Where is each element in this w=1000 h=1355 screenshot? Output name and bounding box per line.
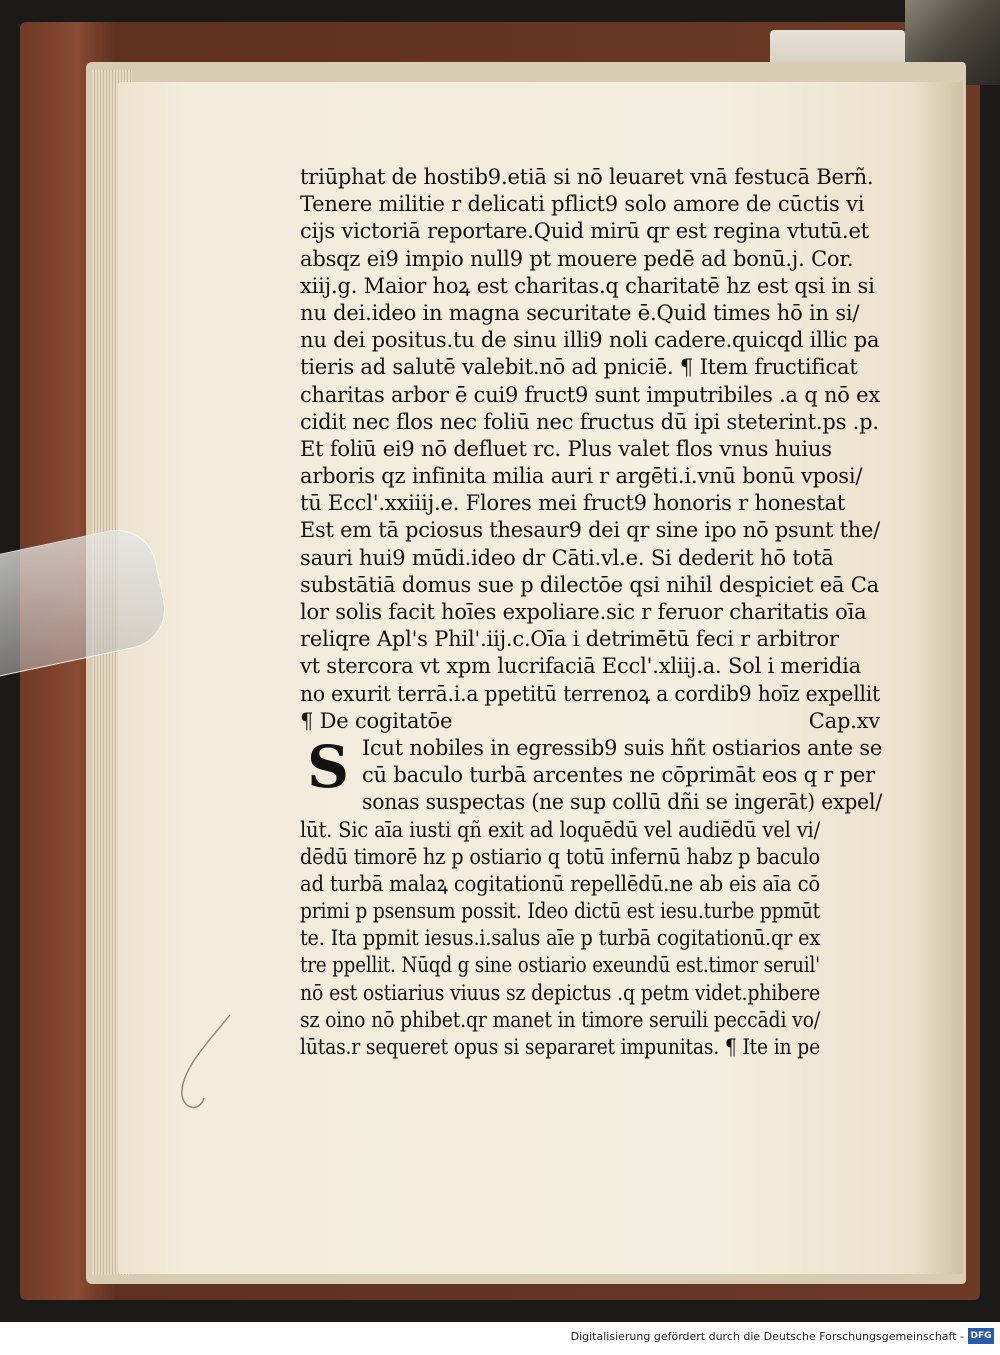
text-line: [300, 273, 900, 300]
text-line-content: tre ppellit. Nūqd g sine ostiario exeundū est.timor seruil': [300, 953, 820, 978]
footer-bar: [0, 1322, 1000, 1355]
text-line-content: ad turbā malaꝝ cogitationū repellēdū.ne ab eis aīa cō: [300, 871, 820, 896]
text-line-content: arboris qz infinita milia auri r argēti.i.vnū bonū vposi/: [300, 464, 863, 489]
text-line: [300, 871, 900, 898]
text-line-content: triūphat de hostib9.etiā si nō leuaret vnā festucā Berñ.: [300, 165, 874, 189]
text-line-content: Est em tā pciosus thesaur9 dei qr sine ipo nō psunt the/: [300, 518, 880, 543]
text-line: [300, 545, 900, 572]
text-line: [362, 789, 900, 816]
text-line: [300, 463, 900, 490]
text-line-content: cijs victoriā reportare.Quid mirū qr est regina vtutū.et: [300, 219, 869, 244]
text-line: [300, 653, 900, 680]
text-line: [300, 681, 900, 708]
text-line: [300, 898, 900, 925]
text-lines-before: [300, 164, 900, 708]
text-line-content: tieris ad salutē valebit.nō ad pniciē. ¶ Item fructificat: [300, 355, 858, 380]
text-line: [300, 300, 900, 327]
text-line: [300, 246, 900, 273]
pencil-mark: [170, 1010, 240, 1120]
text-line-content: dēdū timorē hz p ostiario q totū infernū habz p baculo: [300, 844, 820, 869]
text-line-content: primi p psensum possit. Ideo dictū est iesu.turbe ppmūt: [300, 899, 820, 924]
chapter-heading-title: ¶ De cogitatōe: [300, 708, 453, 733]
page-text: [300, 164, 900, 1061]
text-line-content: vt stercora vt xpm lucrifaciā Eccl'.xliij.a. Sol i meridia: [300, 654, 861, 679]
text-line: [362, 735, 900, 762]
text-line-content: nō est ostiarius viuus sz depictus .q petm videt.phibere: [300, 980, 820, 1005]
footer-credit: Digitalisierung gefördert durch die Deutsche Forschungsgemeinschaft -: [570, 1330, 964, 1343]
text-line: [300, 925, 900, 952]
text-line: [300, 626, 900, 653]
text-line: [300, 218, 900, 245]
text-line: [300, 382, 900, 409]
text-line-content: xiij.g. Maior hoꝝ est charitas.q charitatē hz est qsi in si: [300, 273, 875, 298]
initial-letter: S: [307, 732, 349, 801]
text-line-content: charitas arbor ē cui9 fruct9 sunt imputribiles .a q nō ex: [300, 382, 880, 407]
text-line-content: absqz ei9 impio null9 pt mouere pedē ad bonū.j. Cor.: [300, 246, 854, 271]
text-line-content: nu dei positus.tu de sinu illi9 noli cadere.quicqd illic pa: [300, 328, 880, 353]
text-line: [300, 164, 900, 191]
text-line: [300, 980, 900, 1007]
text-line-content: substātiā domus sue p dilectōe qsi nihil despiciet eā Ca: [300, 572, 879, 597]
text-line: [300, 517, 900, 544]
text-line-content: Tenere militie r delicati pflict9 solo amore de cūctis vi: [300, 192, 865, 217]
text-line-content: te. Ita ppmit iesus.i.salus aīe p turbā cogitationū.qr ex: [300, 926, 820, 951]
text-line-content: sonas suspectas (ne sup collū dñi se ingerāt) expel/: [362, 790, 882, 815]
text-line-content: lor solis facit hoīes expoliare.sic r feruor charitatis oīa: [300, 600, 867, 624]
text-line: [300, 409, 900, 436]
text-line-content: nu dei.ideo in magna securitate ē.Quid times hō in si/: [300, 300, 860, 325]
text-line-content: lūtas.r sequeret opus si separaret impunitas. ¶ Ite in pe: [300, 1035, 820, 1059]
text-line: [300, 817, 900, 844]
text-line: [300, 599, 900, 626]
text-line-content: cidit nec flos nec foliū nec fructus dū ipi steterint.ps .p.: [300, 409, 879, 434]
chapter-heading: [300, 708, 880, 735]
chapter-heading-number: Cap.xv: [808, 708, 880, 733]
text-line: [300, 952, 900, 979]
text-line: [300, 327, 900, 354]
chapter-body: [300, 732, 900, 1061]
text-line-content: cū baculo turbā arcentes ne cōprimāt eos q r per: [362, 763, 875, 788]
text-line: [300, 436, 900, 463]
text-line-content: sz oino nō phibet.qr manet in timore seruili peccādi vo/: [300, 1007, 820, 1032]
text-line: [300, 1007, 900, 1034]
text-line: [362, 762, 900, 789]
text-line: [300, 191, 900, 218]
text-line-content: no exurit terrā.i.a ppetitū terrenoꝝ a cordib9 hoīz expellit: [300, 681, 880, 706]
text-line: [300, 844, 900, 871]
dfg-logo-icon: DFG: [968, 1328, 994, 1344]
text-line-content: Icut nobiles in egressib9 suis hñt ostiarios ante se: [362, 735, 882, 760]
text-line-content: reliqre Apl's Phil'.iij.c.Oīa i detrimētū feci r arbitror: [300, 627, 839, 652]
text-line-content: sauri hui9 mūdi.ideo dr Cāti.vl.e. Si dederit hō totā: [300, 545, 834, 570]
text-line-content: tū Eccl'.xxiiij.e. Flores mei fruct9 honoris r honestat: [300, 491, 846, 516]
text-line: [300, 572, 900, 599]
text-lines-after: [300, 732, 900, 1061]
text-line-content: Et foliū ei9 nō defluet rc. Plus valet flos vnus huius: [300, 436, 832, 461]
text-line-content: lūt. Sic aīa iusti qñ exit ad loquēdū vel audiēdū vel vi/: [300, 817, 820, 842]
text-line: [300, 354, 900, 381]
text-line: [300, 490, 900, 517]
text-line: [300, 1034, 900, 1061]
